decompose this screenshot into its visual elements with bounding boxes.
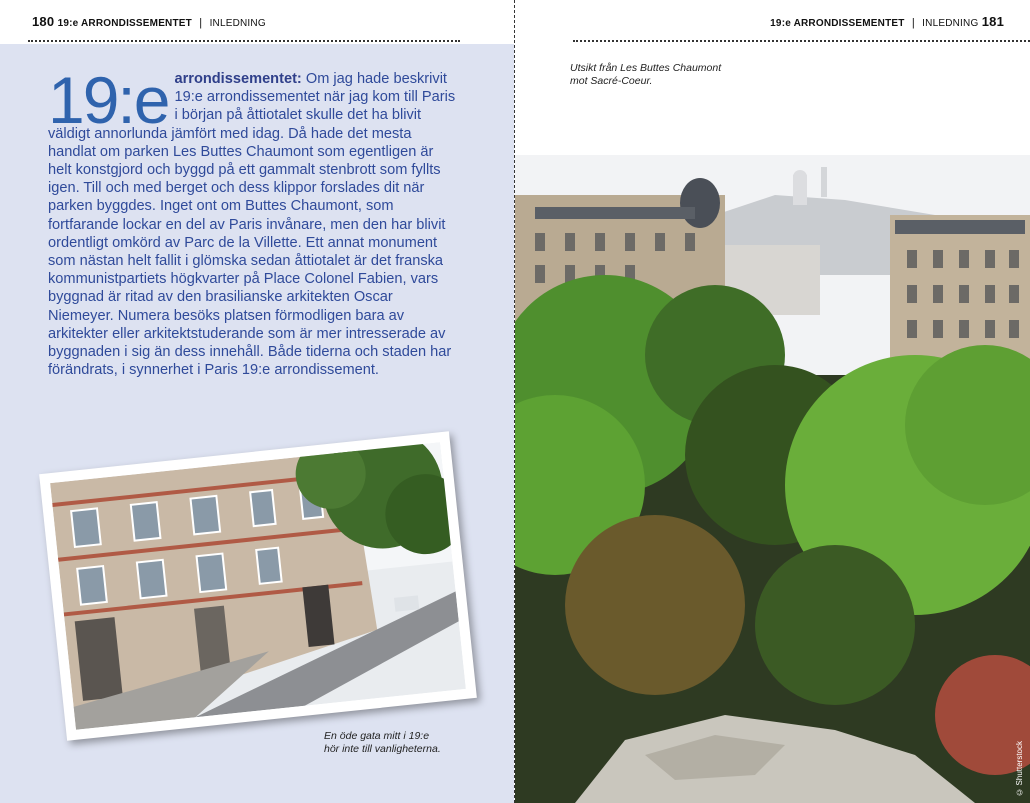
street-photo bbox=[50, 442, 466, 730]
right-section-title: INLEDNING bbox=[922, 18, 979, 29]
right-header-separator: | bbox=[911, 17, 915, 29]
lead-word: arrondissementet: bbox=[174, 71, 302, 87]
left-page-number: 180 bbox=[32, 14, 55, 29]
park-view-photo bbox=[515, 155, 1030, 803]
intro-paragraph bbox=[48, 63, 460, 379]
right-running-header bbox=[770, 14, 1004, 29]
street-caption-line-2: hör inte till vanligheterna. bbox=[324, 743, 441, 755]
left-running-header bbox=[32, 14, 266, 29]
drop-cap: 19:e bbox=[48, 63, 169, 137]
park-caption-line-1: Utsikt från Les Buttes Chaumont bbox=[570, 62, 722, 74]
left-chapter-title: 19:e ARRONDISSEMENTET bbox=[57, 18, 192, 29]
left-header-rule bbox=[28, 40, 460, 42]
park-caption-line-2: mot Sacré-Coeur. bbox=[570, 75, 653, 87]
photo-credit: © Shutterstock bbox=[1015, 741, 1024, 797]
street-caption-line-1: En öde gata mitt i 19:e bbox=[324, 730, 430, 742]
left-header-separator: | bbox=[199, 17, 203, 29]
street-photo-caption bbox=[324, 730, 441, 756]
street-photo-card bbox=[39, 431, 477, 741]
right-page-number: 181 bbox=[981, 14, 1004, 29]
left-section-title: INLEDNING bbox=[209, 18, 266, 29]
right-page bbox=[515, 0, 1030, 803]
intro-body-text: Om jag hade beskrivit 19:e arrondissementet när jag kom till Paris i början på åttiotalet skulle det ha blivit väldigt annorlunda jämfört med idag. Då hade det mesta handlat om parken Les Buttes Chaumont som egentligen är helt konstgjord och byggd på ett gammalt stenbrott som fyllts igen. Till och med berget och dess klippor forslades dit när parken byggdes. Inget ont om Buttes Chaumont, som fortfarande lockar en del av Paris invånare, men den har blivit ordentligt omkörd av Parc de la Villette. Ett annat monument som nästan helt fallit i glömska sedan åttiotalet är det franska kommunistpartiets högkvarter på Place Colonel Fabien, vars byggnad är ritad av den brasilianske arkitekten Oscar Niemeyer. Numera besöks platsen förmodligen bara av arkitekter eller arkitektstuderande som är mer intresserade av byggnaden i sig än dess innehåll. Både tiderna och staden har förändrats, i synnerhet i Paris 19:e arrondissement. bbox=[48, 71, 456, 379]
right-chapter-title: 19:e ARRONDISSEMENTET bbox=[770, 18, 905, 29]
park-photo-caption bbox=[570, 62, 721, 88]
right-header-rule bbox=[573, 40, 1030, 42]
